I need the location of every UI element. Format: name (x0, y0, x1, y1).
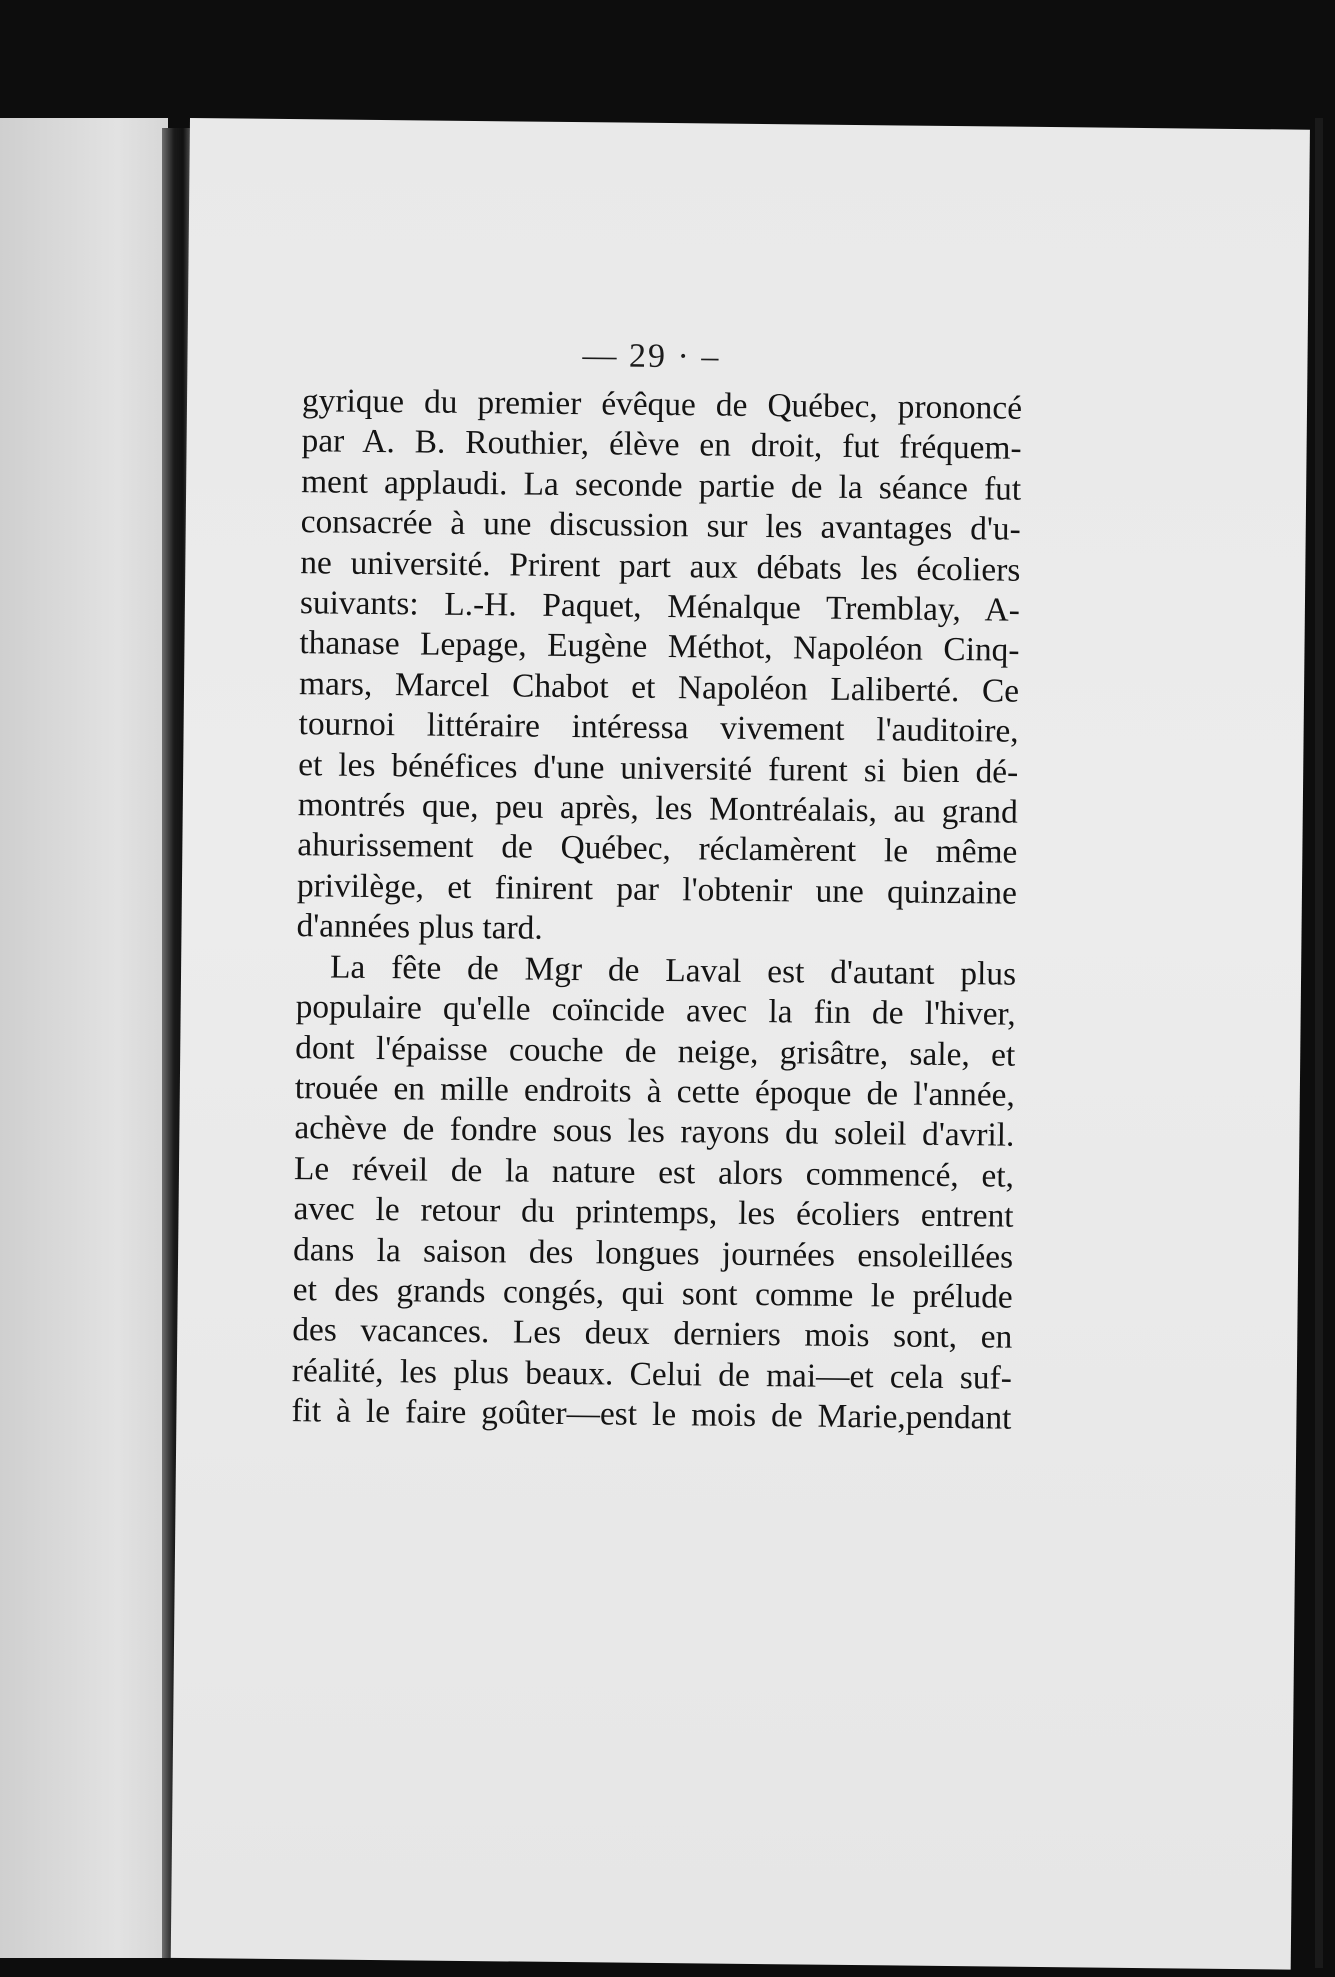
text-line: ne université. Prirent part aux débats les écoliers (300, 543, 1021, 589)
text-line: dans la saison des longues journées ensoleillées (292, 1230, 1014, 1276)
text-line: et les bénéfices d'une université furent si bien dé- (298, 745, 1019, 791)
text-line: et des grands congés, qui sont comme le prélude (292, 1271, 1013, 1316)
text-line: thanase Lepage, Eugène Méthot, Napoléon Cinq- (299, 624, 1020, 670)
text-line: d'années plus tard. (296, 907, 543, 948)
text-line: montrés que, peu après, les Montréalais, au grand (297, 786, 1018, 831)
text-line: populaire qu'elle coïncide avec la fin de l'hiver, (295, 988, 1016, 1033)
text-line: trouée en mille endroits à cette époque de l'année, (294, 1069, 1016, 1114)
text-line: par A. B. Routhier, élève en droit, fut fréquem- (301, 422, 1022, 468)
text-line: réalité, les plus beaux. Celui de mai—et cela suf- (291, 1351, 1013, 1397)
text-line: mars, Marcel Chabot et Napoléon Laliberté. Ce (298, 665, 1020, 710)
text-line: dont l'épaisse couche de neige, grisâtre, sale, et (295, 1028, 1016, 1074)
text-line: suivants: L.-H. Paquet, Ménalque Tremblay, A- (299, 584, 1021, 629)
text-line: gyrique du premier évêque de Québec, prononcé (301, 382, 1023, 427)
text-line: La fête de Mgr de Laval est d'autant plus (329, 948, 1017, 993)
text-line: ahurissement de Québec, réclamèrent le même (297, 826, 1018, 872)
text-line: ment applaudi. La seconde partie de la séance fut (301, 462, 1022, 508)
text-line: avec le retour du printemps, les écoliers entrent (293, 1190, 1014, 1235)
page-number: — 29 · – (582, 337, 721, 376)
book-page (171, 118, 1310, 1970)
text-line: Le réveil de la nature est alors commencé, et, (293, 1149, 1015, 1195)
page-body-text (291, 381, 1022, 1439)
text-line: des vacances. Les deux derniers mois sont, en (292, 1311, 1013, 1357)
previous-page-edge (0, 118, 168, 1958)
text-line: fit à le faire goûter—est le mois de Marie,pendant (291, 1392, 1012, 1437)
text-line: privilège, et finirent par l'obtenir une quinzaine (296, 867, 1018, 912)
text-line: tournoi littéraire intéressa vivement l'auditoire, (298, 705, 1019, 750)
text-line: consacrée à une discussion sur les avantages d'u- (300, 503, 1021, 548)
text-line: achève de fondre sous les rayons du soleil d'avril. (294, 1109, 1015, 1155)
right-page-edge (1315, 118, 1323, 1968)
